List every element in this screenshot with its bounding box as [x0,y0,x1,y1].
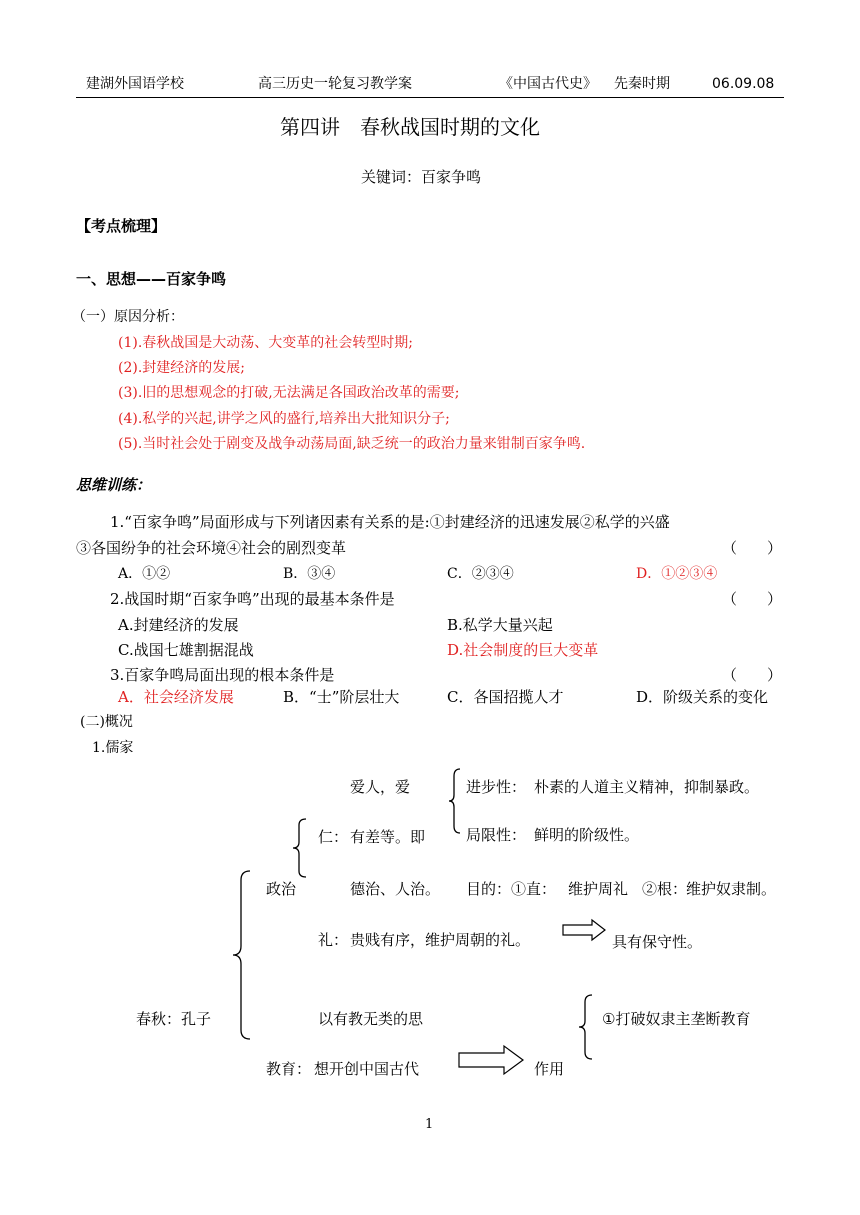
purpose-label: 目的：①直： [466,880,557,898]
part1-heading: 一、思想——百家争鸣 [76,270,227,288]
page-title: 第四讲 春秋战国时期的文化 [280,115,540,139]
answer-paren: （ ） [722,539,783,557]
header-book: 《中国古代史》 [499,76,597,92]
diagram-airen: 爱人，爱 [350,778,411,796]
question-3: 3.百家争鸣局面出现的根本条件是 [110,666,335,684]
section-label: 【考点梳理】 [76,217,167,235]
brace-effect [578,994,594,1060]
page-number: 1 [425,1117,434,1132]
youjiao-text: 以有教无类的思 [318,1010,424,1028]
option-c: C．各国招揽人才 [447,688,564,706]
option-b: B．“士”阶层壮大 [283,688,400,706]
keywords: 关键词：百家争鸣 [361,168,482,186]
cause-item: (2).封建经济的发展; [118,360,245,376]
option-b: B．③④ [283,566,336,582]
option-d-answer: D．①②③④ [636,566,718,582]
dezhi-text: 德治、人治。 [350,880,441,898]
header-school: 建湖外国语学校 [86,76,184,92]
brace-ren [292,818,308,878]
purpose-b-label: ②根： [642,880,688,898]
header-rule [76,97,784,98]
header-date: 06.09.08 [712,76,775,92]
answer-paren: （ ） [722,590,783,608]
causes-heading: （一）原因分析： [72,309,184,325]
answer-paren: （ ） [722,666,783,684]
limit-label: 局限性： [466,826,527,844]
li-text: 贵贱有序，维护周朝的礼。 [350,931,531,949]
conservative-text: 具有保守性。 [612,933,703,951]
brace-right [448,768,462,834]
cause-item: (3).旧的思想观念的打破,无法满足各国政治改革的需要; [118,385,460,401]
question-1-line1: 1.“百家争鸣”局面形成与下列诸因素有关系的是:①封建经济的迅速发展②私学的兴盛 [110,513,670,531]
education-text: 想开创中国古代 [314,1060,420,1078]
arrow-conservative-icon [562,919,606,941]
option-b: B.私学大量兴起 [447,616,553,634]
option-d-answer: D.社会制度的巨大变革 [447,641,599,659]
header-course: 高三历史一轮复习教学案 [258,76,412,92]
overview-heading: (二)概况 [80,714,133,730]
option-d: D．阶级关系的变化 [636,688,769,706]
politics-label: 政治 [266,880,297,898]
header-period: 先秦时期 [614,76,670,92]
cause-item: (4).私学的兴起,讲学之风的盛行,培养出大批知识分子; [118,411,450,427]
education-label: 教育： [266,1060,312,1078]
progress-label: 进步性： [466,778,527,796]
cause-item: (1).春秋战国是大动荡、大变革的社会转型时期; [118,335,413,351]
option-a: A.封建经济的发展 [118,616,239,634]
break-text: ①打破奴隶主垄断教育 [602,1010,751,1028]
option-a: A．①② [118,566,171,582]
option-a-answer: A．社会经济发展 [118,688,234,706]
training-heading: 思维训练： [76,476,152,494]
spring-autumn-confucius: 春秋：孔子 [136,1010,212,1028]
question-1-line2: ③各国纷争的社会环境④社会的剧烈变革 [76,539,347,557]
purpose-a: 维护周礼 [568,880,629,898]
ren-label: 仁： [318,828,349,846]
effect-label: 作用 [534,1060,565,1078]
cause-item: (5).当时社会处于剧变及战争动荡局面,缺乏统一的政治力量来钳制百家争鸣. [118,436,586,452]
progress-text: 朴素的人道主义精神，抑制暴政。 [534,778,760,796]
ren-text: 有差等。即 [350,828,426,846]
confucian-heading: 1.儒家 [92,740,134,756]
li-label: 礼： [318,931,349,949]
option-c: C．②③④ [447,566,514,582]
option-c: C.战国七雄割据混战 [118,641,254,659]
arrow-effect-icon [458,1045,524,1075]
purpose-b: 维护奴隶制。 [686,880,777,898]
brace-kongzi [232,870,252,1040]
question-2: 2.战国时期“百家争鸣”出现的最基本条件是 [110,590,395,608]
limit-text: 鲜明的阶级性。 [534,826,640,844]
